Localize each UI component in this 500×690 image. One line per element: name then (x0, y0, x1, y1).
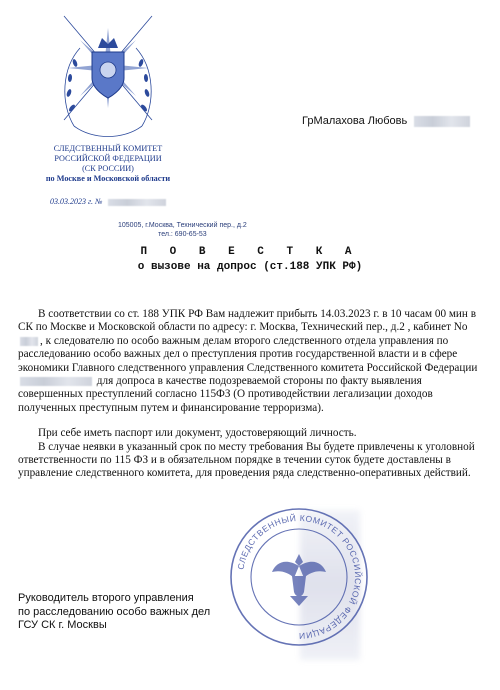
signature-block (18, 592, 210, 633)
paragraph-summons-part-a: В соответствии со ст. 188 УПК РФ Вам надлежит прибыть 14.03.2023 г. в 10 часам 00 мин в СК по Москве и Московской области по адресу: г. Москва, Технический пер., д.2 , кабинет No (18, 308, 476, 334)
date-text: 03.03.2023 г. № (50, 197, 103, 206)
signature-line-1: Руководитель второго управления (18, 592, 194, 604)
redacted-room-number (20, 337, 38, 346)
phone-line: тел.: 690-65-53 (158, 231, 207, 238)
recipient (302, 115, 470, 127)
title-heading: П О В Е С Т К А (140, 246, 360, 258)
paragraph-summons (18, 308, 484, 415)
signature-line-3: ГСУ СК г. Москвы (18, 619, 107, 631)
redacted-number (108, 199, 166, 206)
address-line: 105005, г.Москва, Технический пер., д.2 (118, 222, 247, 229)
document-title (0, 246, 500, 273)
round-seal-stamp-icon (228, 506, 370, 648)
paragraph-consequences: В случае неявки в указанный срок по месту требования Вы будете привлечены к уголовной ответственности по 115 ФЗ и в обязательном порядке в течении суток будете доставлены в управление следственного комитета, для проведения ряда следственно-оперативных действий. (18, 440, 475, 480)
paragraph-passport: При себе иметь паспорт или документ, удостоверяющий личность. (38, 427, 357, 440)
organization-name (18, 144, 198, 184)
org-line-4: по Москве и Московской области (45, 174, 171, 183)
org-line-3: (СК РОССИИ) (82, 164, 134, 173)
paragraph-summons-part-b: , к следователю по особо важным делам второго следственного отдела управления по расследованию особо важных дел о преступления против государственной власти и в сфере экономики Главного следственного управления Следственного комитета Российской Федерации (18, 334, 478, 374)
redacted-patronymic (414, 116, 470, 127)
recipient-name: ГрМалахова Любовь (302, 115, 408, 127)
document-date (50, 197, 166, 206)
organization-address (118, 221, 247, 239)
paragraph-summons-part-c: для допроса в качестве подозреваемой стороны по факту выявления совершенных преступлений согласно 115ФЗ (О противодействии легализации доходов полученных преступным путем и финансирование терроризма). (18, 375, 433, 414)
investigative-committee-emblem-icon (52, 8, 164, 148)
redacted-investigator-name (20, 377, 92, 386)
stamp-text: СЛЕДСТВЕННЫЙ КОМИТЕТ РОССИЙСКОЙ ФЕДЕРАЦИИ (235, 512, 364, 642)
org-line-1: СЛЕДСТВЕННЫЙ КОМИТЕТ (53, 144, 163, 153)
document-body (18, 308, 484, 481)
org-line-2: РОССИЙСКОЙ ФЕДЕРАЦИИ (54, 154, 162, 163)
signature-line-2: по расследованию особо важных дел (18, 605, 211, 618)
title-subheading: о вызове на допрос (ст.188 УПК РФ) (137, 261, 363, 273)
